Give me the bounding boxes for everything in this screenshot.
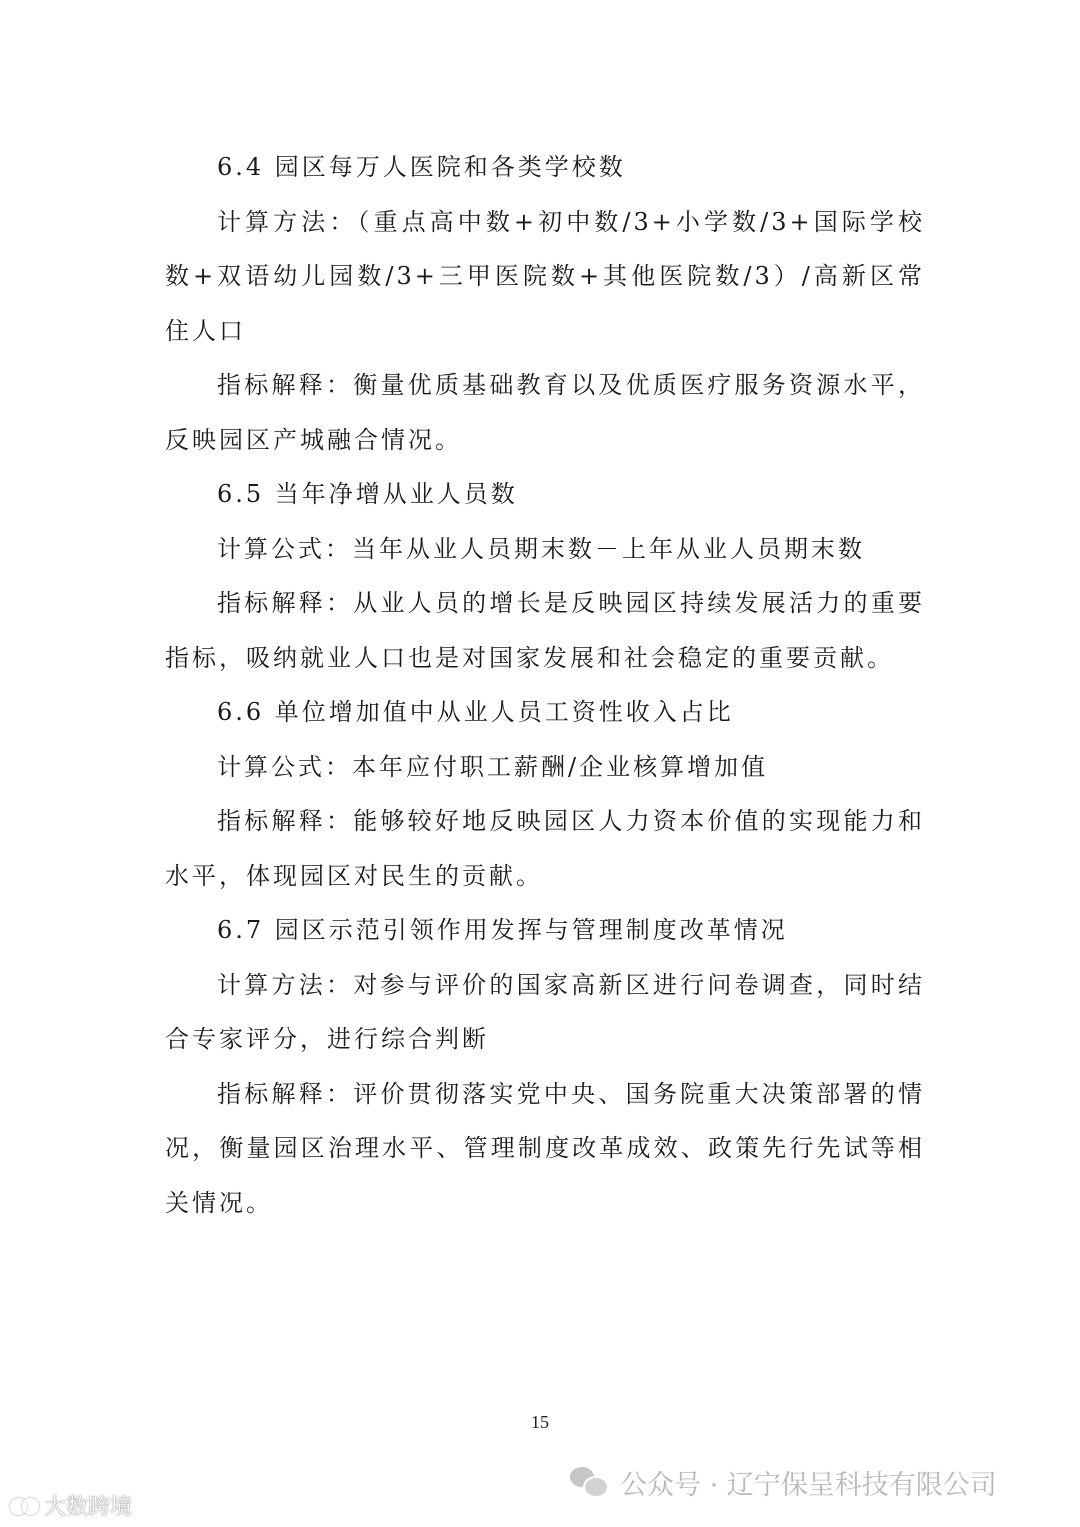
indicator-explanation-6-4: 指标解释：衡量优质基础教育以及优质医疗服务资源水平，反映园区产城融合情况。 <box>165 371 925 454</box>
calculation-formula-6-6: 计算公式：本年应付职工薪酬/企业核算增加值 <box>217 752 769 781</box>
section-heading-6-6: 6.6 单位增加值中从业人员工资性收入占比 <box>217 698 734 726</box>
calculation-method-6-7: 计算方法：对参与评价的国家高新区进行问卷调查，同时结合专家评分，进行综合判断 <box>165 970 925 1053</box>
corner-watermark <box>10 1490 132 1521</box>
calculation-formula-6-5: 计算公式：当年从业人员期末数－上年从业人员期末数 <box>217 534 865 563</box>
document-body <box>165 140 925 1230</box>
wechat-watermark <box>570 1460 997 1504</box>
link-icon <box>10 1496 40 1516</box>
page-number: 15 <box>531 1412 549 1432</box>
wechat-icon <box>570 1467 606 1497</box>
indicator-explanation-6-7: 指标解释：评价贯彻落实党中央、国务院重大决策部署的情况，衡量园区治理水平、管理制度改革成效、政策先行先试等相关情况。 <box>165 1079 925 1217</box>
indicator-explanation-6-6: 指标解释：能够较好地反映园区人力资本价值的实现能力和水平，体现园区对民生的贡献。 <box>165 807 925 890</box>
section-heading-6-5: 6.5 当年净增从业人员数 <box>217 480 518 508</box>
corner-watermark-text: 大数跨境 <box>44 1495 133 1520</box>
calculation-method-6-4: 计算方法：（重点高中数+初中数/3+小学数/3+国际学校数+双语幼儿园数/3+三甲医院数+其他医院数/3）/高新区常住人口 <box>165 207 925 345</box>
section-heading-6-4: 6.4 园区每万人医院和各类学校数 <box>217 153 626 181</box>
section-heading-6-7: 6.7 园区示范引领作用发挥与管理制度改革情况 <box>217 916 788 944</box>
wechat-watermark-text: 公众号 · 辽宁保呈科技有限公司 <box>620 1469 997 1501</box>
indicator-explanation-6-5: 指标解释：从业人员的增长是反映园区持续发展活力的重要指标，吸纳就业人口也是对国家发展和社会稳定的重要贡献。 <box>165 589 925 672</box>
